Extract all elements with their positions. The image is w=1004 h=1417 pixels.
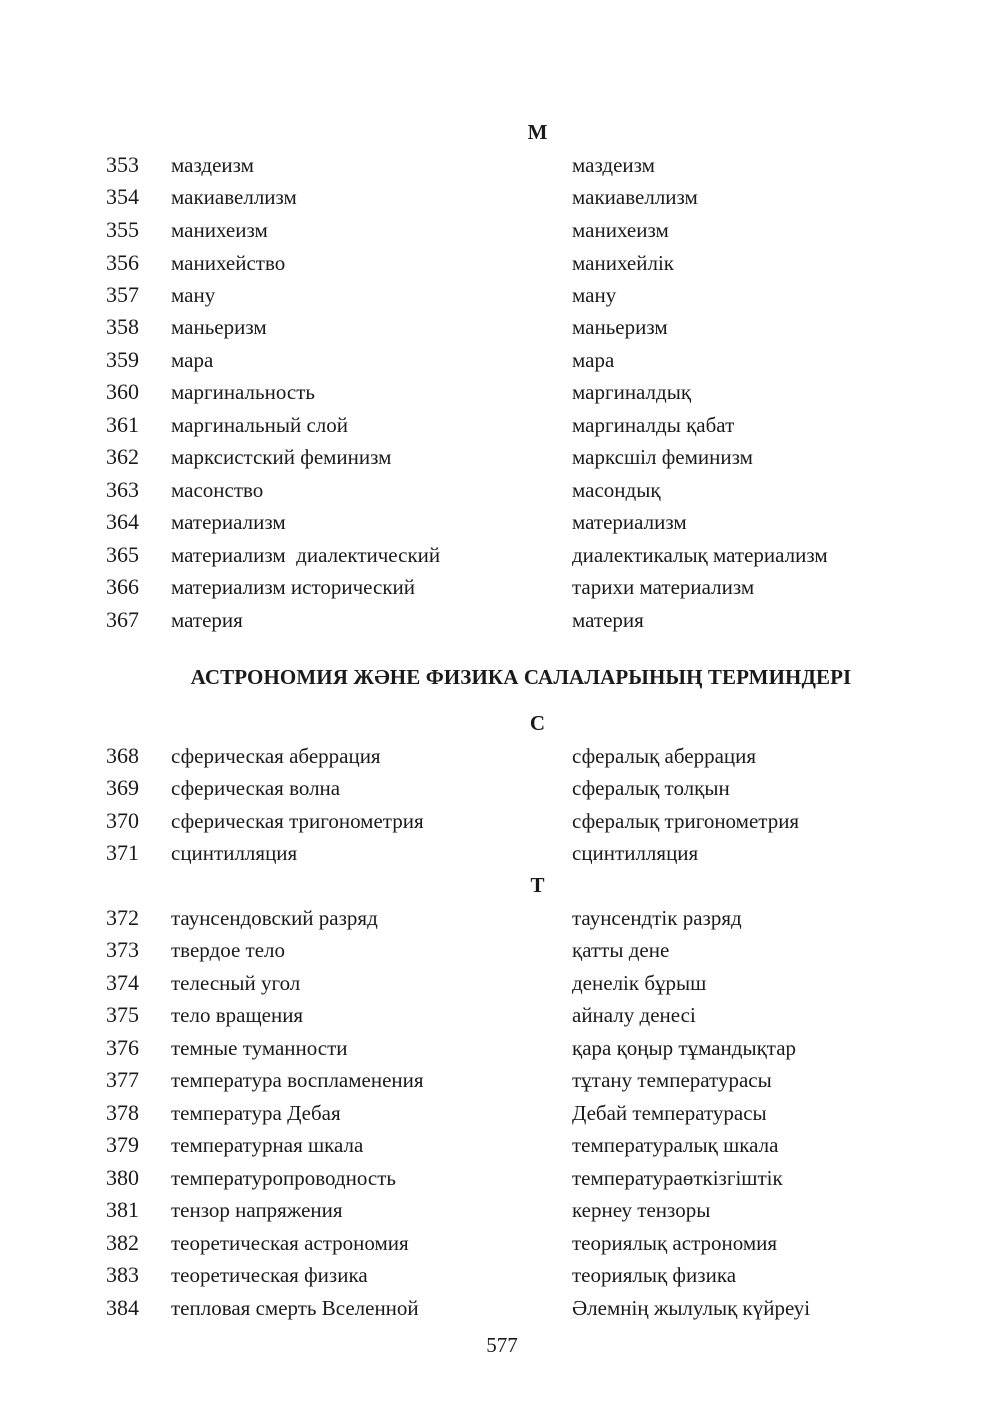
term-russian: маргинальность — [171, 380, 315, 404]
entry-number: 382 — [106, 1230, 139, 1255]
term-russian: материализм диалектический — [171, 543, 441, 567]
entry-number: 365 — [106, 542, 139, 567]
entry-number: 359 — [106, 347, 139, 372]
term-russian: таунсендовский разряд — [171, 906, 378, 930]
section-letter-m: М — [527, 120, 548, 144]
glossary-row — [0, 441, 1004, 473]
section-title: АСТРОНОМИЯ ЖӘНЕ ФИЗИКА САЛАЛАРЫНЫҢ ТЕРМИНДЕРІ — [190, 665, 852, 689]
term-kazakh: денелік бұрыш — [572, 971, 707, 995]
term-russian: температура Дебая — [171, 1101, 341, 1125]
term-kazakh: айналу денесі — [572, 1003, 696, 1027]
entry-number: 376 — [106, 1035, 139, 1060]
term-russian: манихейство — [171, 251, 286, 275]
term-kazakh: теориялық физика — [572, 1263, 737, 1287]
term-kazakh: диалектикалық материализм — [572, 543, 828, 567]
entry-number: 368 — [106, 743, 139, 768]
section-letter-t: Т — [530, 873, 545, 897]
glossary-row — [0, 1162, 1004, 1194]
entry-number: 370 — [106, 808, 139, 833]
glossary-row — [0, 1292, 1004, 1324]
entry-number: 369 — [106, 775, 139, 800]
entry-number: 377 — [106, 1067, 139, 1092]
glossary-row — [0, 474, 1004, 506]
term-russian: тепловая смерть Вселенной — [171, 1296, 419, 1320]
term-russian: макиавеллизм — [171, 185, 297, 209]
term-russian: телесный угол — [171, 971, 301, 995]
entry-number: 381 — [106, 1197, 139, 1222]
entry-number: 384 — [106, 1295, 139, 1320]
entry-number: 362 — [106, 444, 139, 469]
entry-number: 357 — [106, 282, 139, 307]
entry-number: 356 — [106, 250, 139, 275]
term-kazakh: теориялық астрономия — [572, 1231, 778, 1255]
term-russian: мара — [171, 348, 214, 372]
entry-number: 374 — [106, 970, 139, 995]
term-kazakh: сфералық тригонометрия — [572, 809, 800, 833]
term-kazakh: қатты дене — [572, 938, 670, 962]
glossary-row — [0, 1259, 1004, 1291]
term-russian: твердое тело — [171, 938, 286, 962]
glossary-row — [0, 902, 1004, 934]
term-russian: теоретическая физика — [171, 1263, 368, 1287]
glossary-row — [0, 1097, 1004, 1129]
term-russian: марксистский феминизм — [171, 445, 392, 469]
term-russian: сферическая тригонометрия — [171, 809, 424, 833]
glossary-row — [0, 344, 1004, 376]
term-russian: маньеризм — [171, 315, 267, 339]
term-kazakh: кернеу тензоры — [572, 1198, 711, 1222]
term-kazakh: маргиналды қабат — [572, 413, 735, 437]
glossary-row — [0, 1032, 1004, 1064]
glossary-row — [0, 999, 1004, 1031]
glossary-row — [0, 409, 1004, 441]
entry-number: 367 — [106, 607, 139, 632]
term-kazakh: масондық — [572, 478, 661, 502]
term-kazakh: сцинтилляция — [572, 841, 699, 865]
term-kazakh: таунсендтік разряд — [572, 906, 742, 930]
term-kazakh: сфералық аберрация — [572, 744, 757, 768]
term-kazakh: маньеризм — [572, 315, 668, 339]
term-russian: температурная шкала — [171, 1133, 364, 1157]
term-kazakh: температуралық шкала — [572, 1133, 779, 1157]
term-kazakh: Әлемнің жылулық күйреуі — [572, 1296, 811, 1320]
glossary-row — [0, 539, 1004, 571]
term-russian: материализм исторический — [171, 575, 416, 599]
glossary-row — [0, 740, 1004, 772]
term-russian: темные туманности — [171, 1036, 348, 1060]
entry-number: 360 — [106, 379, 139, 404]
term-kazakh: тұтану температурасы — [572, 1068, 772, 1092]
term-kazakh: манихейлік — [572, 251, 674, 275]
term-russian: сцинтилляция — [171, 841, 298, 865]
term-kazakh: қара қоңыр тұмандықтар — [572, 1036, 797, 1060]
term-russian: тело вращения — [171, 1003, 304, 1027]
term-russian: температура воспламенения — [171, 1068, 424, 1092]
term-russian: ману — [171, 283, 216, 307]
glossary-row — [0, 1227, 1004, 1259]
entry-number: 373 — [106, 937, 139, 962]
entry-number: 361 — [106, 412, 139, 437]
entry-number: 371 — [106, 840, 139, 865]
glossary-row — [0, 1064, 1004, 1096]
glossary-row — [0, 181, 1004, 213]
glossary-row — [0, 967, 1004, 999]
entry-number: 354 — [106, 184, 139, 209]
term-kazakh: материализм — [572, 510, 687, 534]
entry-number: 353 — [106, 152, 139, 177]
entry-number: 380 — [106, 1165, 139, 1190]
glossary-row — [0, 837, 1004, 869]
term-russian: материализм — [171, 510, 286, 534]
entry-number: 366 — [106, 574, 139, 599]
term-kazakh: материя — [572, 608, 644, 632]
glossary-row — [0, 571, 1004, 603]
term-russian: маргинальный слой — [171, 413, 348, 437]
glossary-row — [0, 247, 1004, 279]
glossary-row — [0, 1194, 1004, 1226]
entry-number: 355 — [106, 217, 139, 242]
term-russian: теоретическая астрономия — [171, 1231, 409, 1255]
glossary-row — [0, 934, 1004, 966]
page-number: 577 — [486, 1333, 518, 1357]
term-kazakh: маздеизм — [572, 153, 655, 177]
term-russian: тензор напряжения — [171, 1198, 343, 1222]
term-kazakh: ману — [572, 283, 617, 307]
glossary-row — [0, 214, 1004, 246]
term-kazakh: Дебай температурасы — [572, 1101, 767, 1125]
term-kazakh: макиавеллизм — [572, 185, 698, 209]
glossary-row — [0, 506, 1004, 538]
glossary-row — [0, 311, 1004, 343]
glossary-row — [0, 1129, 1004, 1161]
term-kazakh: марксшіл феминизм — [572, 445, 753, 469]
glossary-row — [0, 376, 1004, 408]
glossary-row — [0, 279, 1004, 311]
term-russian: масонство — [171, 478, 264, 502]
glossary-row — [0, 805, 1004, 837]
term-russian: материя — [171, 608, 243, 632]
entry-number: 372 — [106, 905, 139, 930]
entry-number: 364 — [106, 509, 139, 534]
entry-number: 383 — [106, 1262, 139, 1287]
entry-number: 358 — [106, 314, 139, 339]
term-kazakh: манихеизм — [572, 218, 669, 242]
glossary-row — [0, 149, 1004, 181]
term-kazakh: тарихи материализм — [572, 575, 755, 599]
entry-number: 363 — [106, 477, 139, 502]
term-kazakh: маргиналдық — [572, 380, 692, 404]
term-russian: температуропроводность — [171, 1166, 396, 1190]
term-russian: сферическая волна — [171, 776, 341, 800]
term-kazakh: температураөткізгіштік — [572, 1166, 783, 1190]
entry-number: 378 — [106, 1100, 139, 1125]
glossary-row — [0, 772, 1004, 804]
term-russian: сферическая аберрация — [171, 744, 381, 768]
glossary-row — [0, 604, 1004, 636]
section-letter-s: С — [529, 711, 546, 735]
entry-number: 379 — [106, 1132, 139, 1157]
term-russian: маздеизм — [171, 153, 254, 177]
term-russian: манихеизм — [171, 218, 268, 242]
term-kazakh: сфералық толқын — [572, 776, 730, 800]
entry-number: 375 — [106, 1002, 139, 1027]
term-kazakh: мара — [572, 348, 615, 372]
